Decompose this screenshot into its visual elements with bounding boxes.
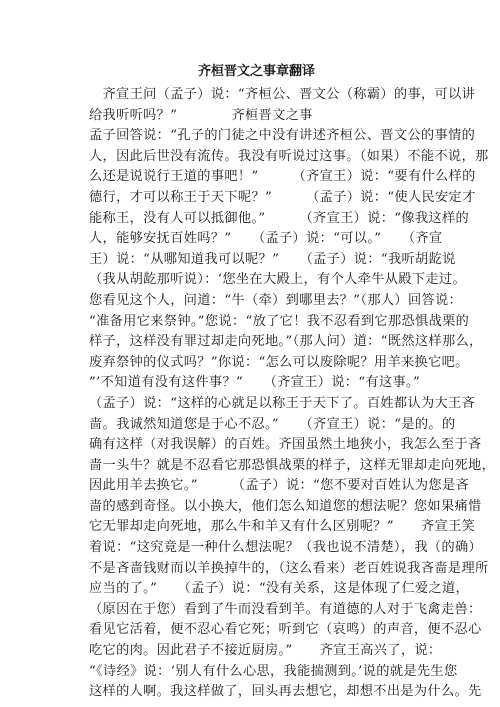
text-line: 么还是说说行王道的事吧！” （齐宣王）说：“要有什么样的 [89,169,476,185]
text-line: 人，因此后世没有流传。我没有听说过这事。（如果）不能不说，那 [89,148,489,164]
text-line: 样子，这样没有罪过却走向死地。”（那人问）道：“既然这样那么， [89,334,483,350]
text-line: 看见它活着，便不忍心看它死；听到它（哀鸣）的声音，便不忍心 [89,622,482,638]
text-line: 啬。我诚然知道您是于心不忍。” （齐宣王）说：“是的。的 [89,416,456,432]
text-line: 啬的感到奇怪。以小换大，他们怎么知道您的想法呢？您如果痛惜 [89,498,482,514]
text-line: （原因在于您）看到了牛而没看到羊。有道德的人对于飞禽走兽： [89,601,482,617]
text-line: 孟子回答说：“孔子的门徒之中没有讲述齐桓公、晋文公的事情的 [89,128,476,144]
text-line: 齐宣王问（孟子）说：“齐桓公、晋文公（称霸）的事，可以讲 [89,87,476,102]
text-line: “准备用它来祭钟。”您说：“放了它！我不忍看到它那恐惧战栗的 [89,313,470,329]
text-line: 人，能够安抚百姓吗？” （孟子）说：“可以。” （齐宣 [89,231,443,247]
text-line: 它无罪却走向死地，那么牛和羊又有什么区别呢？” 齐宣王笑 [89,519,476,535]
text-line: （我从胡龁那听说）：‘您坐在大殿上，有个人牵牛从殿下走过。 [89,272,466,288]
text-line: 着说：“这究竟是一种什么想法呢？（我也说不清楚），我（的确） [89,540,483,556]
text-line: 德行，才可以称王于天下呢？” （孟子）说：“使人民安定才 [89,189,476,205]
document-title: 齐桓晋文之事章翻译 [197,64,315,79]
document-body [89,85,496,703]
text-line: 您看见这个人，问道：“牛（牵）到哪里去？”（那人）回答说： [89,292,463,308]
text-line: 吃它的肉。因此君子不接近厨房。” 齐宣王高兴了，说： [89,643,442,659]
text-line: 不是吝啬钱财而以羊换掉牛的，（这么看来）老百姓说我吝啬是理所 [89,560,489,576]
text-line: 废弃祭钟的仪式吗？”你说：“怎么可以废除呢？用羊来换它吧。 [89,354,469,370]
text-line: 这样的人啊。我这样做了，回头再去想它，却想不出是为什么。先 [89,684,482,700]
text-line: ”’不知道有没有这件事？” （齐宣王）说：“有这事。” [89,375,421,391]
text-line: 能称王，没有人可以抵御他。” （齐宣王）说：“像我这样的 [89,210,470,226]
text-line: 王）说：“从哪知道我可以呢？” （孟子）说：“我听胡龁说 [89,251,456,267]
text-line: 因此用羊去换它。” （孟子）说：“您不要对百姓认为您是吝 [89,478,470,494]
text-line: 应当的了。” （孟子）说：“没有关系，这是体现了仁爱之道， [89,581,470,597]
text-line: 啬一头牛？就是不忍看它那恐惧战栗的样子，这样无罪却走向死地， [89,457,496,473]
text-line: 确有这样（对我误解）的百姓。齐国虽然土地狭小，我怎么至于吝 [89,437,482,453]
text-line: 给我听听吗？” 齐桓晋文之事 [89,107,313,123]
text-line: （孟子）说：“这样的心就足以称王于天下了。百姓都认为大王吝 [89,395,476,411]
text-line: “《诗经》说：‘别人有什么心思，我能揣测到。’说的就是先生您 [89,663,458,679]
